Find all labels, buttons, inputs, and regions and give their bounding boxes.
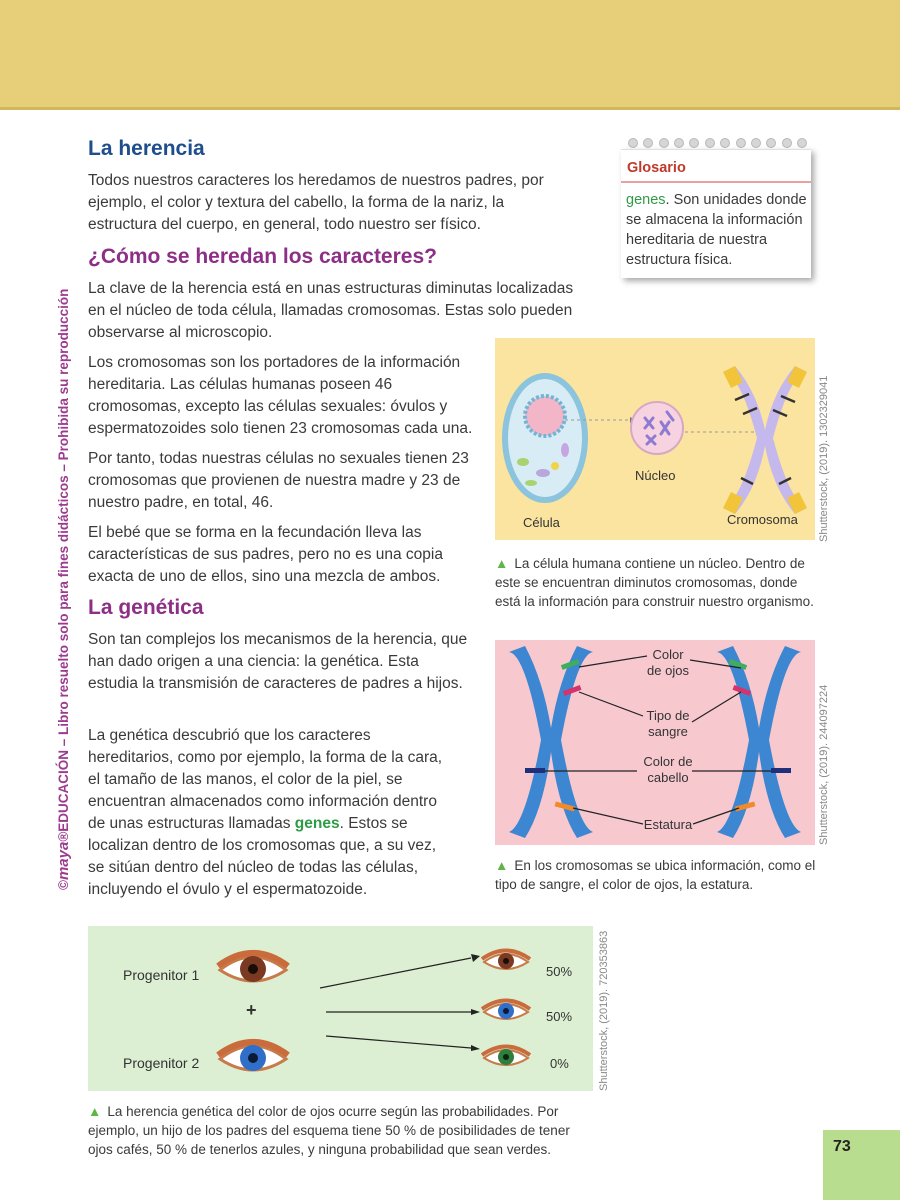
label-progenitor-2: Progenitor 2 — [123, 1055, 200, 1071]
label-progenitor-1: Progenitor 1 — [123, 967, 200, 983]
figure2-caption: ▲ En los cromosomas se ubica información, como el tipo de sangre, el color de ojos, la estatura. — [495, 858, 816, 892]
top-color-band — [0, 0, 900, 107]
heading-la-herencia: La herencia — [88, 137, 205, 160]
figure3-credit: Shutterstock, (2019). 720353863 — [598, 930, 610, 1091]
top-band-rule — [0, 107, 900, 110]
pct-blue: 50% — [546, 1009, 573, 1024]
pct-green: 0% — [550, 1056, 569, 1071]
glossary-box — [621, 149, 811, 278]
heading-como-se-heredan: ¿Cómo se heredan los caracteres? — [88, 245, 437, 268]
label-color-cabello-2: cabello — [647, 770, 689, 785]
figure1-credit: Shutterstock, (2019). 1302329041 — [818, 375, 830, 542]
triangle-bullet-icon: ▲ — [88, 1104, 102, 1119]
eye-color-inheritance-diagram — [88, 926, 593, 1091]
paragraph-herencia: Todos nuestros caracteres los heredamos de nuestros padres, por ejemplo, el color y textura del cabello, la forma de la nariz, la estructura del cuerpo, en general, todo nuestro ser físico. — [88, 172, 544, 233]
paragraph-clave: La clave de la herencia está en unas estructuras diminutas localizadas en el núcleo de toda célula, llamadas cromosomas. Estas solo pueden observarse al microscopio. — [88, 280, 574, 341]
label-color-ojos-1: Color — [652, 647, 684, 662]
label-nucleo: Núcleo — [635, 468, 676, 483]
glossary-term: genes — [626, 192, 666, 208]
label-cromosoma: Cromosoma — [727, 512, 798, 527]
page-number: 73 — [833, 1138, 851, 1155]
brand-logo-text: maya — [55, 841, 72, 881]
side-copyright-text: ©maya®EDUCACIÓN – Libro resuelto solo para fines didácticos – Prohibida su reproducción — [55, 288, 72, 890]
label-color-cabello-1: Color de — [643, 754, 693, 769]
glossary-title: Glosario — [627, 160, 686, 176]
paragraph-por-tanto: Por tanto, todas nuestras células no sexuales tienen 23 cromosomas que provienen de nuestra madre y 23 de nuestro padre, en total, 46. — [88, 450, 469, 511]
heading-la-genetica: La genética — [88, 596, 204, 619]
glossary-divider — [621, 181, 811, 183]
paragraph-complejos: Son tan complejos los mecanismos de la herencia, que han dado origen a una ciencia: la genética. Esta estudia la transmisión de caracteres de padres a hijos. — [88, 631, 468, 692]
figure1-caption: ▲ La célula humana contiene un núcleo. Dentro de este se encuentran diminutos cromosomas, donde está la información para construir nuestro organismo. — [495, 556, 814, 609]
paragraph-bebe: El bebé que se forma en la fecundación lleva las características de sus padres, pero no es una copia exacta de uno de ellos, sino una mezcla de ambos. — [88, 524, 443, 585]
label-tipo-sangre-2: sangre — [648, 724, 688, 739]
glossary-definition: genes. Son unidades donde se almacena la información hereditaria de nuestra estructura física. — [626, 192, 807, 268]
label-tipo-sangre-1: Tipo de — [646, 708, 690, 723]
nucleus-enlarged — [631, 402, 683, 454]
term-genes: genes — [294, 815, 340, 832]
paragraph-cromosomas: Los cromosomas son los portadores de la información hereditaria. Las células humanas poseen 46 cromosomas, excepto las células sexuales: óvulos y espermatozoides solo tienen 23 cromosomas cada una. — [88, 354, 473, 437]
plus-sign: + — [246, 1000, 257, 1020]
cell-nucleus — [525, 396, 565, 436]
paragraph-descubrio: La genética descubrió que los caracteres hereditarios, como por ejemplo, la forma de la cara, el tamaño de las manos, el color de la piel, se encuentran almacenados como información dentro de unas estructuras llamadas genes. Estos se localizan dentro de los cromosomas que, a su vez, se sitúan dentro del núcleo de todas las células, incluyendo el óvulo y el espermatozoide. — [88, 727, 443, 898]
chromosome-info-illustration — [495, 640, 815, 845]
label-estatura: Estatura — [643, 817, 693, 832]
triangle-bullet-icon: ▲ — [495, 556, 509, 571]
label-color-ojos-2: de ojos — [647, 663, 689, 678]
pct-brown: 50% — [546, 964, 573, 979]
cell-illustration — [495, 338, 815, 540]
triangle-bullet-icon: ▲ — [495, 858, 509, 873]
figure3-caption: ▲ La herencia genética del color de ojos ocurre según las probabilidades. Por ejemplo, un hijo de los padres del esquema tiene 50 % de posibilidades de tener ojos cafés, 50 % de tenerlos azules, y ninguna probabilidad que sean verdes. — [88, 1104, 570, 1157]
figure2-credit: Shutterstock, (2019). 244097224 — [818, 684, 830, 845]
label-celula: Célula — [523, 515, 560, 530]
